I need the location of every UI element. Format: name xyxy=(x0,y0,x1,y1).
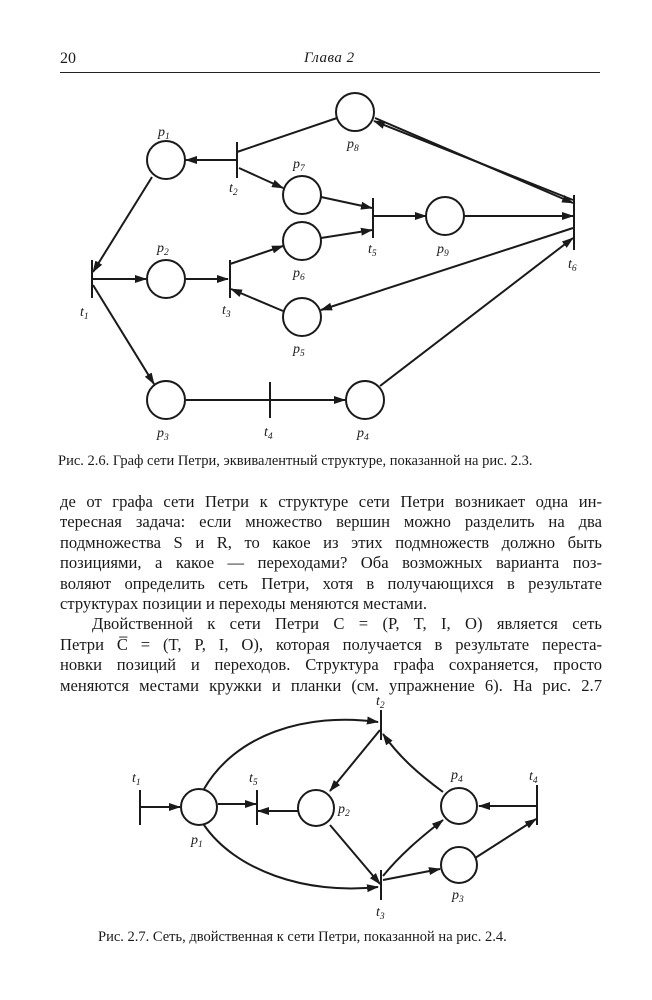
place-p8 xyxy=(336,93,374,131)
petri-net-figure-2-6 xyxy=(0,80,652,450)
label-t5: $t_5$ xyxy=(368,242,377,259)
label-t2: $t_2$ xyxy=(229,181,238,198)
header-rule xyxy=(60,72,600,73)
body-line: тересная задача: если множество вершин можно разделить на два xyxy=(60,512,602,532)
arc-p7-t5 xyxy=(321,197,372,208)
place-p2 xyxy=(147,260,185,298)
label-p6: $p_6$ xyxy=(293,266,305,283)
arc-p8-t2 xyxy=(237,118,337,152)
places xyxy=(181,788,477,883)
page-header xyxy=(60,50,600,74)
body-line: новки позиций и переходов. Структура графа сохраняется, просто xyxy=(60,655,602,675)
label-p4: $p_4$ xyxy=(357,426,369,443)
place-p1 xyxy=(181,789,217,825)
arc-t6-p8 xyxy=(374,121,573,200)
label-p9: $p_9$ xyxy=(437,242,449,259)
label-t6: $t_6$ xyxy=(568,257,577,274)
label-p3: $p_3$ xyxy=(452,888,464,905)
label-t1: $t_1$ xyxy=(132,771,141,788)
place-p6 xyxy=(283,222,321,260)
page-number: 20 xyxy=(60,50,76,67)
arc-t1-p3 xyxy=(93,285,154,384)
body-line: де от графа сети Петри к структуре сети Петри возникает одна ин- xyxy=(60,492,602,511)
place-p3 xyxy=(147,381,185,419)
label-t5: $t_5$ xyxy=(249,771,258,788)
body-line: подмножества S и R, то какое из этих подмножеств должно быть xyxy=(60,532,602,552)
arc-p5-t3 xyxy=(231,289,283,311)
label-t1: $t_1$ xyxy=(80,305,89,322)
label-p8: $p_8$ xyxy=(347,137,359,154)
arc-p4-t2 xyxy=(383,734,443,792)
arc-p6-t5 xyxy=(321,230,372,238)
body-line: воляют определить сеть Петри, хотя в получающихся в результате xyxy=(60,573,602,593)
body-line: Двойственной к сети Петри C = (P, T, I, O) является сеть xyxy=(92,614,602,634)
label-t4: $t_4$ xyxy=(529,769,538,786)
figure-2-6-caption: Рис. 2.6. Граф сети Петри, эквивалентный структуре, показанной на рис. 2.3. xyxy=(58,453,533,469)
label-p2: $p_2$ xyxy=(157,241,169,258)
place-p1 xyxy=(147,141,185,179)
label-p2: $p_2$ xyxy=(338,802,350,819)
label-t3: $t_3$ xyxy=(222,303,231,320)
label-t4: $t_4$ xyxy=(264,425,273,442)
label-p7: $p_7$ xyxy=(293,157,305,174)
label-p1: $p_1$ xyxy=(191,833,203,850)
label-p3: $p_3$ xyxy=(157,426,169,443)
body-line: меняются местами кружки и планки (см. упражнение 6). На рис. 2.7 xyxy=(60,675,602,695)
arc-t3-p3 xyxy=(383,869,440,880)
arc-p2-t3 xyxy=(330,825,380,884)
body-line: Петри C̅ = (T, P, I, O), которая получается в результате переста- xyxy=(60,634,602,654)
place-p5 xyxy=(283,298,321,336)
arc-p1-t2 xyxy=(204,720,378,789)
place-p9 xyxy=(426,197,464,235)
arc-t2-p7 xyxy=(239,168,283,188)
arc-t3-p4 xyxy=(383,820,443,876)
arc-p1-t1 xyxy=(93,177,152,272)
label-p4: $p_4$ xyxy=(451,768,463,785)
place-p4 xyxy=(441,788,477,824)
label-p1: $p_1$ xyxy=(158,125,170,142)
place-p3 xyxy=(441,847,477,883)
place-p7 xyxy=(283,176,321,214)
arc-p3-t4 xyxy=(472,819,536,860)
body-line: позициями, а какое — переходами? Оба возможных варианта поз- xyxy=(60,553,602,573)
label-t3: $t_3$ xyxy=(376,905,385,920)
arc-p1-t3 xyxy=(204,825,378,888)
arc-t3-p6 xyxy=(230,246,283,264)
body-line: структурах позиции и переходы меняются местами. xyxy=(60,594,427,614)
figure-2-7-caption: Рис. 2.7. Сеть, двойственная к сети Петри, показанной на рис. 2.4. xyxy=(98,929,507,945)
arc-t6-p5 xyxy=(321,228,573,310)
chapter-title: Глава 2 xyxy=(304,50,355,66)
place-p2 xyxy=(298,790,334,826)
places xyxy=(147,93,464,419)
arc-t2-p2 xyxy=(330,730,380,791)
dual-petri-net-figure-2-7 xyxy=(0,680,652,920)
body-text xyxy=(60,492,602,696)
label-t2: $t_2$ xyxy=(376,694,385,711)
label-p5: $p_5$ xyxy=(293,342,305,359)
place-p4 xyxy=(346,381,384,419)
